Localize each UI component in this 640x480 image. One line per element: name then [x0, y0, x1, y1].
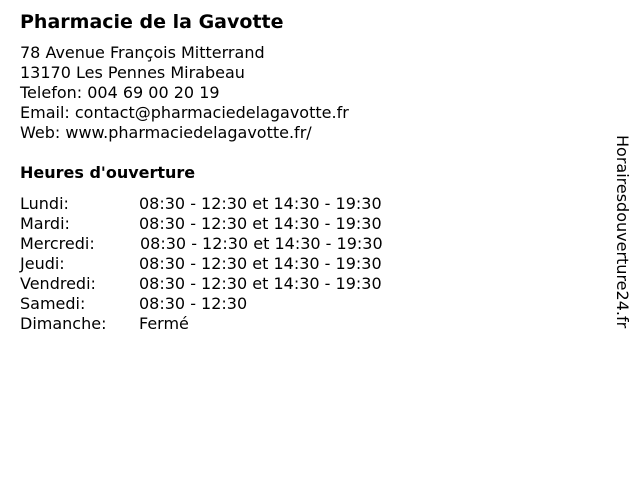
- address-street: 78 Avenue François Mitterrand: [20, 43, 265, 62]
- email-address: Email: contact@pharmaciedelagavotte.fr: [20, 103, 349, 122]
- day-label: Mardi:: [20, 214, 70, 233]
- day-hours: 08:30 - 12:30 et 14:30 - 19:30: [139, 214, 382, 233]
- day-hours: 08:30 - 12:30 et 14:30 - 19:30: [139, 254, 382, 273]
- day-label: Mercredi:: [20, 234, 95, 253]
- day-label: Vendredi:: [20, 274, 96, 293]
- day-label: Samedi:: [20, 294, 86, 313]
- day-hours: 08:30 - 12:30 et 14:30 - 19:30: [139, 274, 382, 293]
- site-watermark: Horairesdouverture24.fr: [613, 135, 632, 329]
- day-label: Jeudi:: [20, 254, 65, 273]
- opening-hours-heading: Heures d'ouverture: [20, 163, 196, 182]
- day-hours: Fermé: [139, 314, 189, 333]
- website-address: Web: www.pharmaciedelagavotte.fr/: [20, 123, 312, 142]
- day-hours: 08:30 - 12:30 et 14:30 - 19:30: [139, 194, 382, 213]
- day-label: Lundi:: [20, 194, 69, 213]
- pharmacy-name: Pharmacie de la Gavotte: [20, 11, 284, 33]
- address-block: [20, 43, 349, 143]
- day-hours: 08:30 - 12:30: [139, 294, 248, 313]
- day-hours: 08:30 - 12:30 et 14:30 - 19:30: [140, 234, 383, 253]
- phone-number: Telefon: 004 69 00 20 19: [20, 83, 220, 102]
- address-city: 13170 Les Pennes Mirabeau: [20, 63, 245, 82]
- day-label: Dimanche:: [20, 314, 107, 333]
